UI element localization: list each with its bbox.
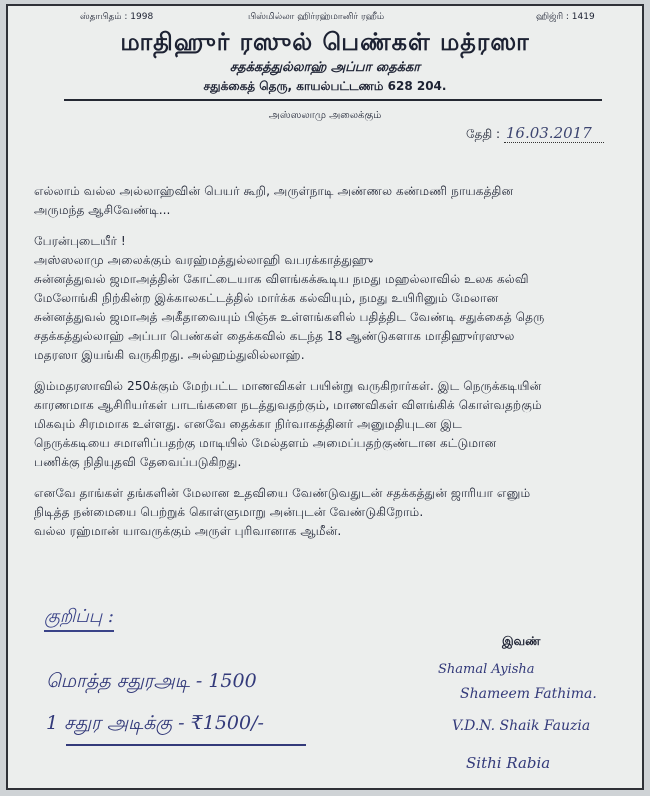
paragraph-1-line: சுன்னத்துவல் ஜமாஅத்தின் கோட்டையாக விளங்கக்கூடிய நமது மஹல்லாவில் உலக கல்வி xyxy=(34,272,529,286)
paragraph-2-line: பணிக்கு நிதியுதவி தேவைப்படுகிறது. xyxy=(34,455,242,469)
bismillah-text: பிஸ்மில்லா ஹிர்ரஹ்மானிர் ரஹீம் xyxy=(248,12,385,22)
date-block xyxy=(466,124,604,143)
handwritten-cost-per-sqft: 1 சதுர அடிக்கு - ₹1500/- xyxy=(46,712,264,734)
salutation: பேரன்புடையீர் ! xyxy=(34,234,126,248)
date-label: தேதி : xyxy=(466,127,501,141)
paragraph-2-line: நெருக்கடியை சமாளிப்பதற்கு மாடியில் மேல்தளம் அமைப்பதற்குண்டான கட்டுமான xyxy=(34,436,497,450)
letter-paper xyxy=(6,4,644,790)
header-divider xyxy=(64,99,602,101)
letter-body xyxy=(34,182,622,541)
note-underline xyxy=(44,630,114,632)
signature: Sithi Rabia xyxy=(466,754,551,772)
greeting-salam: அஸ்ஸலாமு அலைக்கும் xyxy=(268,110,382,121)
paragraph-2-line: இம்மதரஸாவில் 250க்கும் மேற்பட்ட மாணவிகள் பயின்று வருகிறார்கள். இட நெருக்கடியின் xyxy=(34,379,542,393)
paragraph-3-line: நிடித்த நன்மையை பெற்றுக் கொள்ளுமாறு அன்புடன் வேண்டுகிறோம். xyxy=(34,505,424,519)
paragraph-2-line: காரணமாக ஆசிரியர்கள் பாடங்களை நடத்துவதற்கும், மாணவிகள் விளங்கிக் கொள்வதற்கும் xyxy=(34,398,542,412)
paragraph-1-line: அஸ்ஸலாமு அலைக்கும் வரஹ்மத்துல்லாஹி வபரக்காத்துஹு xyxy=(34,253,374,267)
handwritten-total-area: மொத்த சதுரஅடி - 1500 xyxy=(46,670,257,692)
organization-address: சதுக்கைத் தெரு, காயல்பட்டணம் 628 204. xyxy=(203,79,447,93)
organization-name: மாதிஹுர் ரஸுல் பெண்கள் மத்ரஸா xyxy=(120,28,530,56)
paragraph-3-line: வல்ல ரஹ்மான் யாவருக்கும் அருள் புரிவானாக ஆமீன். xyxy=(34,524,342,538)
paragraph-1-line: சதக்கத்துல்லாஹ் அப்பா பெண்கள் தைக்கவில் கடந்த 18 ஆண்டுகளாக மாதிஹுர்ரஸுல xyxy=(34,329,515,343)
handwritten-underline xyxy=(66,744,306,746)
signature: Shameem Fathima. xyxy=(460,686,597,702)
paragraph-3-line: எனவே தாங்கள் தங்களின் மேலான உதவியை வேண்டுவதுடன் சதக்கத்துன் ஜாரியா எனும் xyxy=(34,486,531,500)
date-value: 16.03.2017 xyxy=(504,124,604,143)
opening-line: அருமந்த ஆசிவேண்டி... xyxy=(34,203,171,217)
paragraph-1-line: மதரஸா இயங்கி வருகிறது. அல்ஹம்துலில்லாஹ். xyxy=(34,348,305,362)
hijri-year: ஹிஜ்ரி : 1419 xyxy=(536,12,595,22)
paragraph-1-line: மேலோங்கி நிற்கின்ற இக்காலகட்டத்தில் மார்க்க கல்வியும், நமது உயிரினும் மேலான xyxy=(34,291,499,305)
organization-subtitle: சதக்கத்துல்லாஹ் அப்பா தைக்கா xyxy=(229,60,421,75)
signatory-label: இவண் xyxy=(502,634,541,648)
paragraph-1-line: சுன்னத்துவல் ஜமாஅத் அகீதாவையும் பிஞ்சு உள்ளங்களில் பதித்திட வேண்டி சதுக்கைத் தெரு xyxy=(34,310,545,324)
signature: Shamal Ayisha xyxy=(438,662,535,677)
signature: V.D.N. Shaik Fauzia xyxy=(452,718,591,734)
established-year: ஸ்தாபிதம் : 1998 xyxy=(80,12,154,22)
opening-line: எல்லாம் வல்ல அல்லாஹ்வின் பெயர் கூறி, அருள்நாடி அண்ணல கண்மணி நாயகத்தின xyxy=(34,184,514,198)
note-label: குறிப்பு : xyxy=(44,606,114,627)
paragraph-2-line: மிகவும் சிரமமாக உள்ளது. எனவே தைக்கா நிர்வாகத்தினர் அனுமதியுடன இட xyxy=(34,417,462,431)
